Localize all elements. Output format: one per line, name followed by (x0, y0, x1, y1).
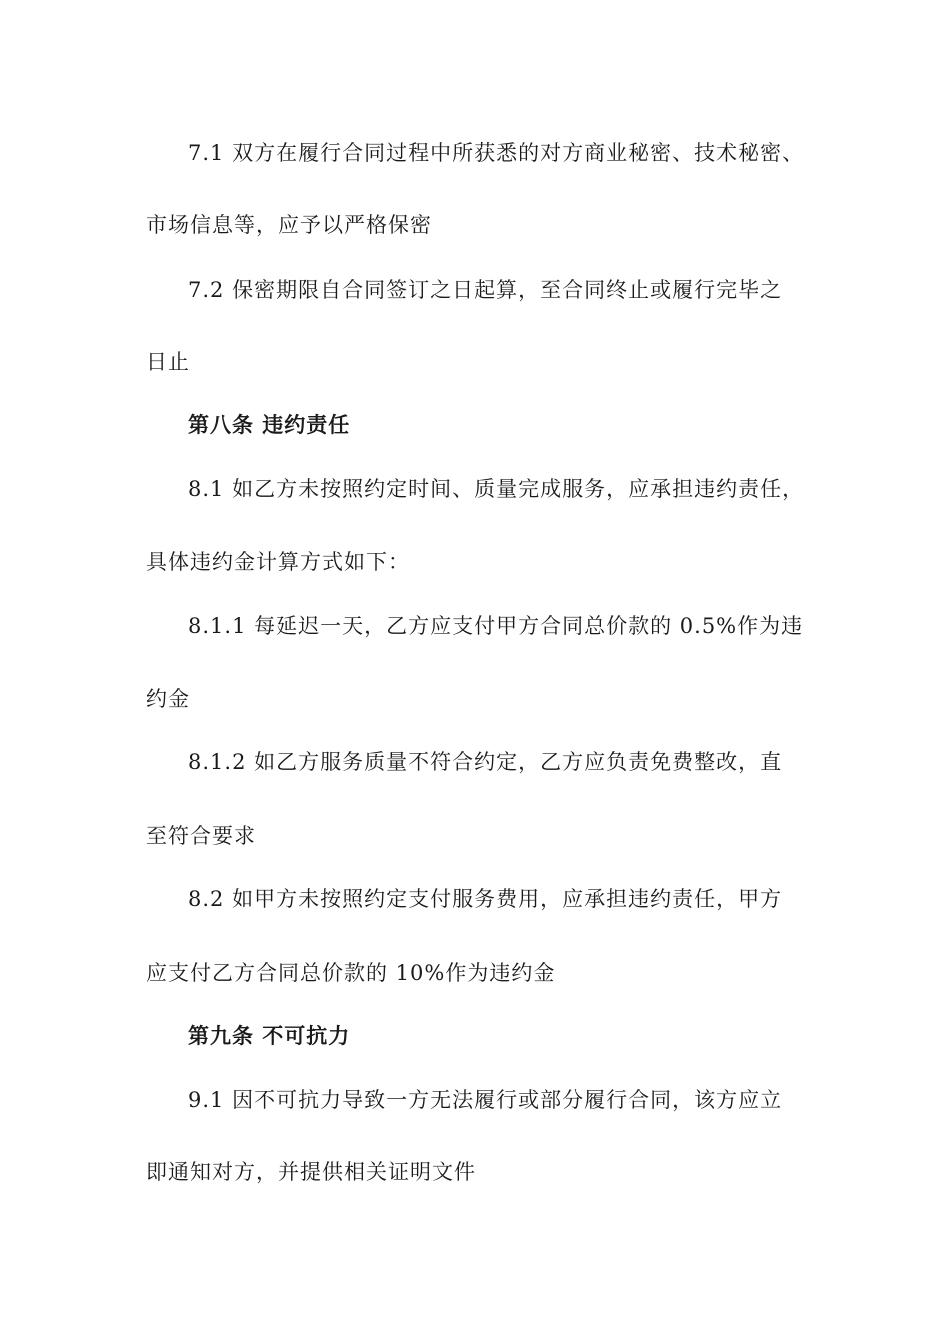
clause-8-1-1-line-2: 约金 (146, 687, 190, 711)
article-9-heading: 第九条 不可抗力 (188, 1024, 351, 1048)
clause-7-1-line-1: 7.1 双方在履行合同过程中所获悉的对方商业秘密、技术秘密、 (188, 141, 805, 165)
clause-8-2-line-1: 8.2 如甲方未按照约定支付服务费用，应承担违约责任，甲方 (188, 887, 783, 911)
clause-8-1-2-line-1: 8.1.2 如乙方服务质量不符合约定，乙方应负责免费整改，直 (188, 750, 783, 774)
clause-8-2-line-2: 应支付乙方合同总价款的 10%作为违约金 (146, 961, 556, 985)
clause-8-1-2-line-2: 至符合要求 (146, 824, 256, 848)
clause-9-1-line-1: 9.1 因不可抗力导致一方无法履行或部分履行合同，该方应立 (188, 1088, 783, 1112)
clause-8-1-line-2: 具体违约金计算方式如下： (146, 550, 410, 574)
clause-8-1-line-1: 8.1 如乙方未按照约定时间、质量完成服务，应承担违约责任， (188, 477, 805, 501)
clause-8-1-1-line-1: 8.1.1 每延迟一天，乙方应支付甲方合同总价款的 0.5%作为违 (188, 614, 804, 638)
article-8-heading: 第八条 违约责任 (188, 413, 351, 437)
clause-7-2-line-2: 日止 (146, 350, 190, 374)
clause-7-2-line-1: 7.2 保密期限自合同签订之日起算，至合同终止或履行完毕之 (188, 278, 783, 302)
clause-7-1-line-2: 市场信息等，应予以严格保密 (146, 213, 432, 237)
clause-9-1-line-2: 即通知对方，并提供相关证明文件 (146, 1160, 476, 1184)
